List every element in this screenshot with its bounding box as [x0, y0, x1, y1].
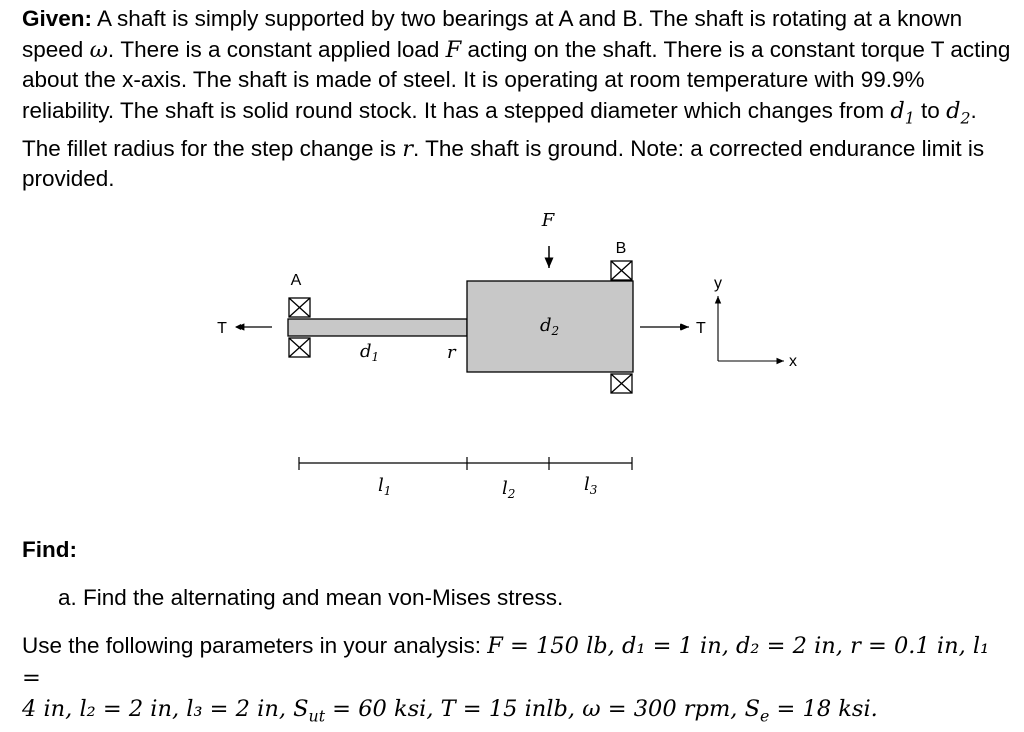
dimension-line [299, 457, 632, 470]
bearing-b-label: B [615, 240, 627, 257]
d2-symbol: $d_2$ [946, 97, 971, 127]
parameters-paragraph [22, 630, 1012, 732]
find-heading: Find: [22, 537, 77, 562]
l2-label: $l_2$ [502, 478, 516, 501]
l1-label: $l_1$ [378, 475, 392, 498]
given-text-3: acting on the shaft. There is a constant torque T acting about the x-axis. The shaft is made of steel. It is operating at room temperature with 99.9% reliability. The shaft is solid round stock. It has a stepped diameter which changes from [22, 36, 1011, 123]
params-line-2: 4 in, l₂ = 2 in, l₃ = 2 in, $S_{ut} = 60$ ksi, T = 15 inlb, ω = 300 rpm, $S_e = 18$ ksi. [22, 696, 878, 726]
force-symbol: F [445, 36, 462, 63]
bearing-a-top [289, 298, 310, 317]
params-math-1: F = 150 lb, d₁ = 1 in, d₂ = 2 in, r = 0.1 in, l₁ = [22, 633, 990, 691]
force-label: F [541, 210, 555, 231]
torque-left-label: T [217, 320, 227, 337]
given-text-1: A shaft is simply supported by two bearings at A and B. The shaft is rotating at a known speed [22, 6, 963, 62]
torque-right-arrowhead-2 [680, 324, 686, 330]
params-line-1 [22, 630, 1012, 694]
bearing-b-top [611, 261, 632, 280]
fillet-label: r [447, 342, 456, 363]
r-symbol: r [402, 135, 413, 162]
params-intro: Use the following parameters in your analysis: [22, 633, 488, 658]
d1-symbol: $d_1$ [890, 97, 915, 127]
given-text-5: . The fillet radius for the step change is [22, 97, 977, 161]
bearing-a-label: A [290, 272, 302, 289]
l3-label: $l_3$ [584, 474, 598, 497]
given-text-2: . There is a constant applied load [107, 36, 446, 62]
given-text-4: to [914, 97, 947, 123]
find-item-a: a. Find the alternating and mean von-Mises stress. [58, 585, 564, 610]
d2-label: $d_2$ [540, 315, 560, 338]
bearing-b-bottom [611, 374, 632, 393]
d1-label: $d_1$ [360, 341, 380, 364]
axis-y-label: y [714, 275, 722, 292]
bearing-a-bottom [289, 338, 310, 357]
torque-left-arrowhead-2 [235, 324, 241, 330]
shaft-d1 [288, 319, 467, 336]
omega-symbol: ω [89, 36, 108, 63]
given-label: Given: [22, 6, 93, 31]
axis-x-label: x [789, 353, 797, 370]
torque-right-label: T [696, 320, 706, 337]
given-text-6: . The shaft is ground. Note: a corrected endurance limit is provided. [22, 135, 985, 191]
